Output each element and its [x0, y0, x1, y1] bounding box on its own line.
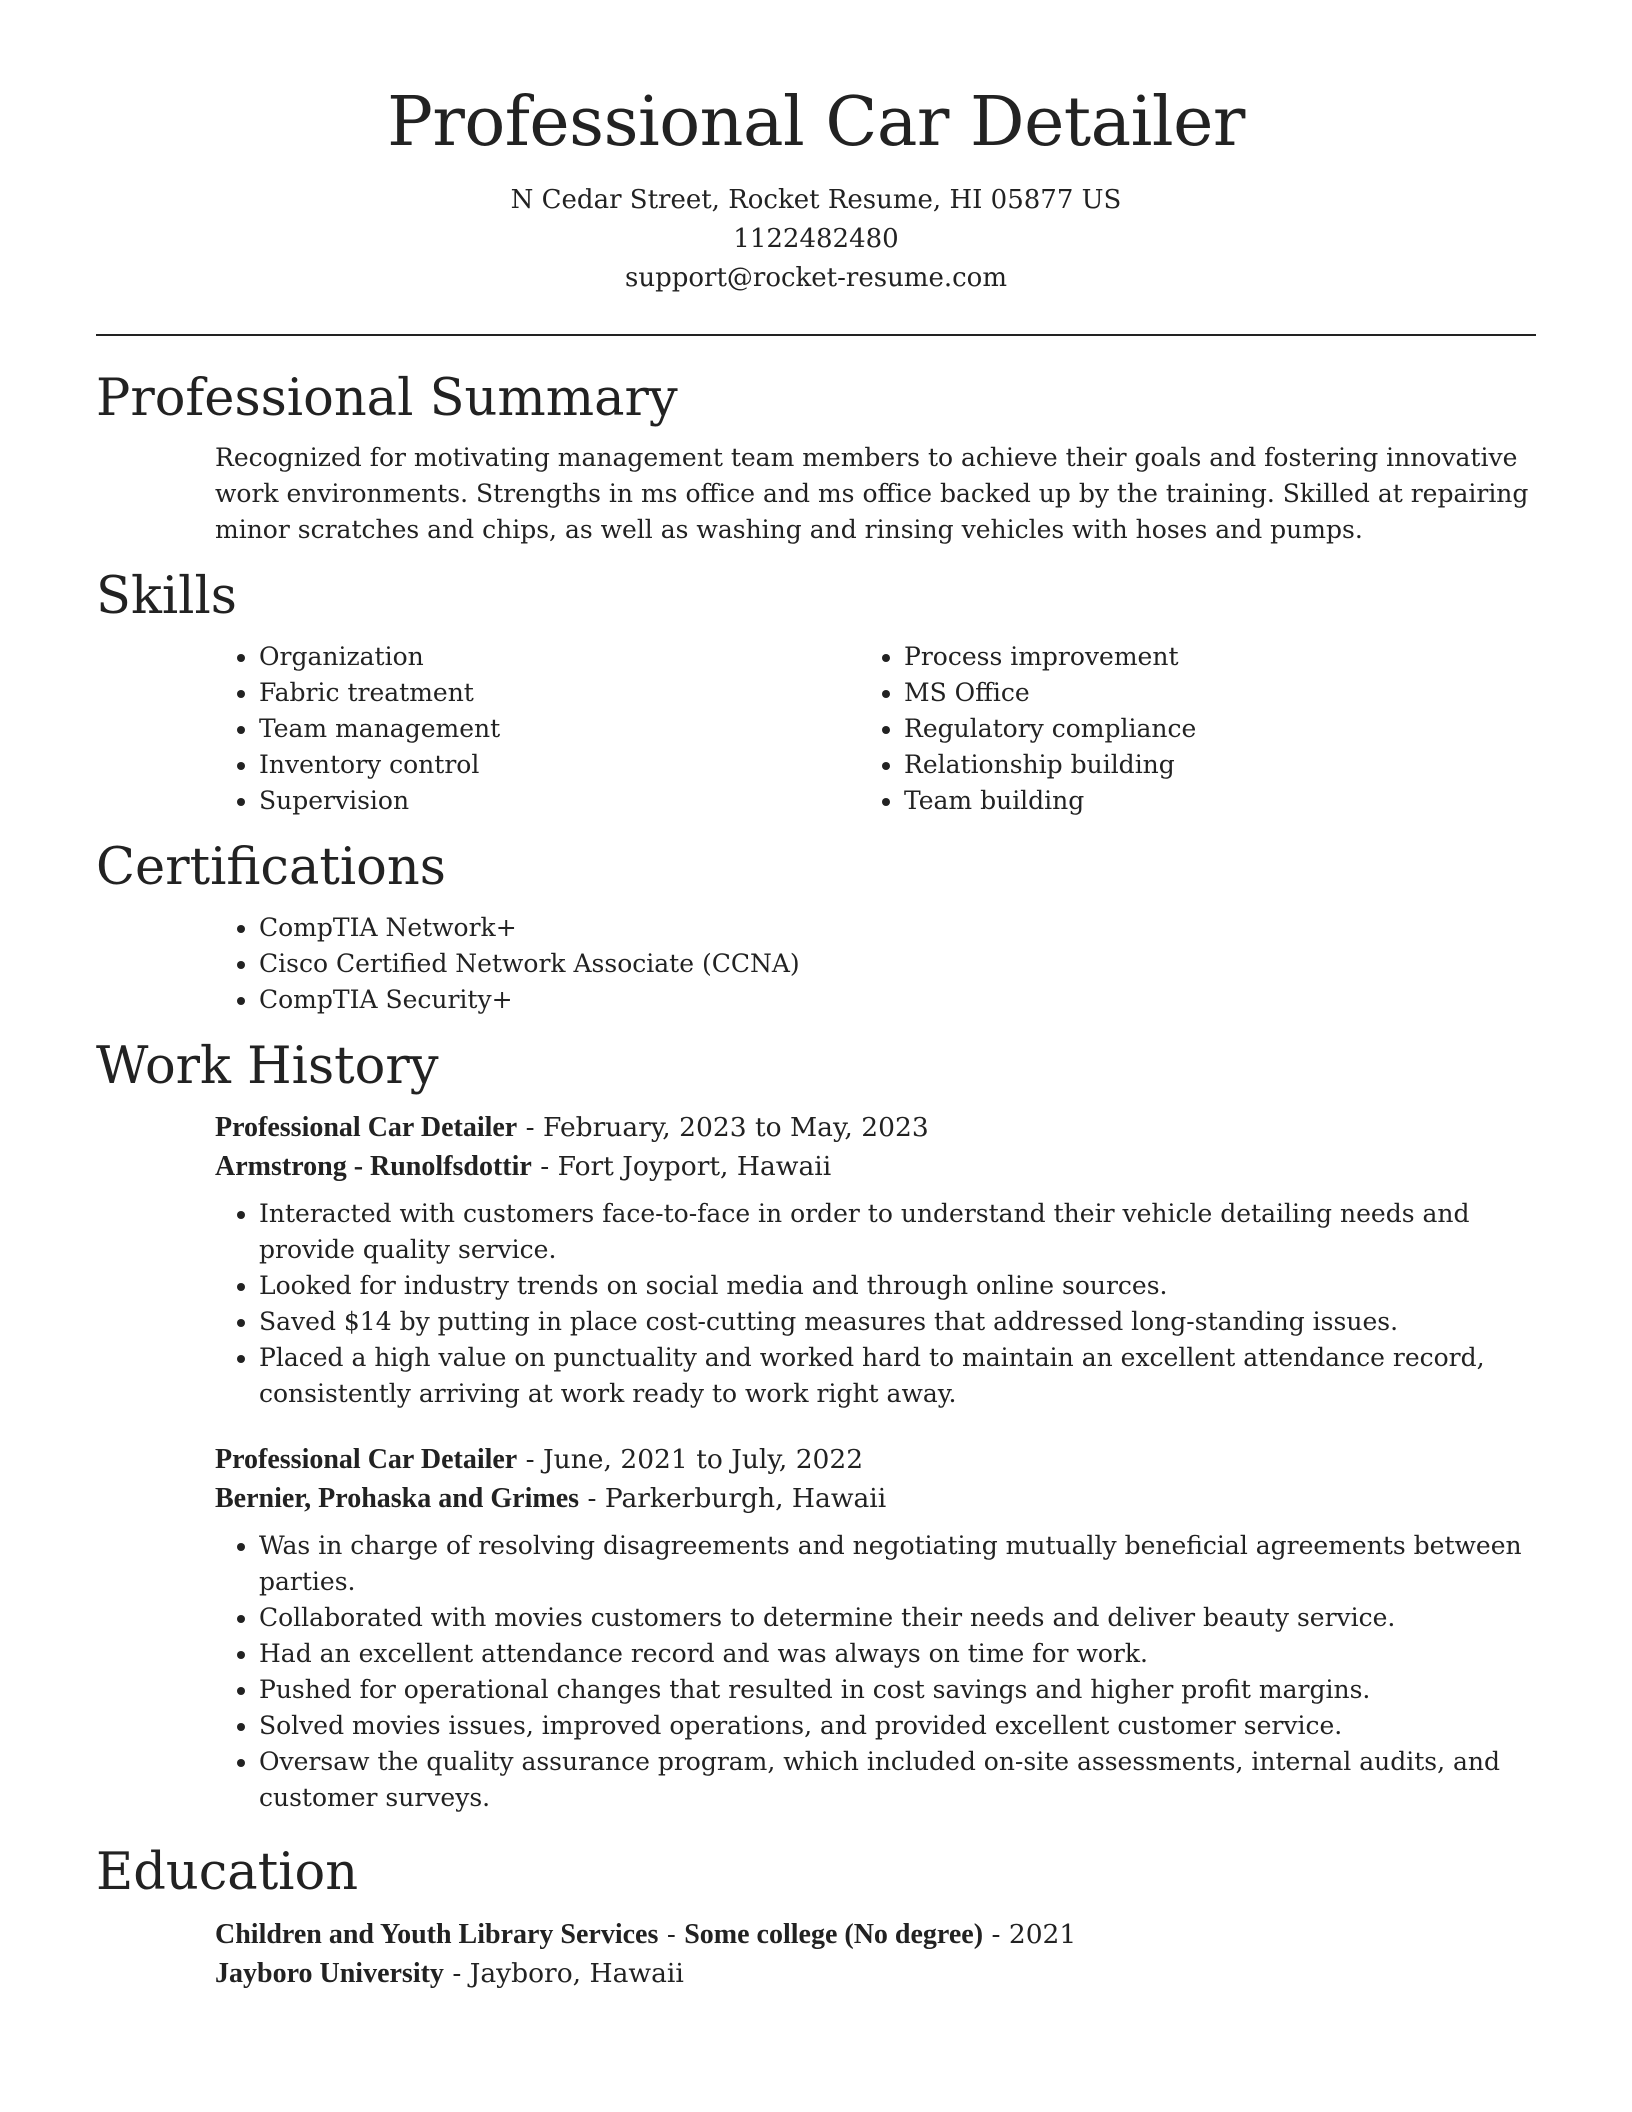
education-title: Education — [96, 1843, 359, 1903]
job-role: Professional Car Detailer — [215, 1444, 518, 1476]
job-company-line — [215, 1147, 1536, 1186]
job-bullet: • Was in charge of resolving disagreements and negotiating mutually beneficial agreements between parties. — [259, 1528, 1536, 1600]
skill-item: • Organization — [259, 639, 860, 675]
separator: - — [531, 1151, 558, 1183]
job-bullets — [215, 1528, 1536, 1816]
job-bullet: • Collaborated with movies customers to determine their needs and deliver beauty service. — [259, 1600, 1536, 1636]
job-title-line — [215, 1440, 1536, 1479]
skills-title: Skills — [96, 567, 237, 627]
job-company: Armstrong - Runolfsdottir — [215, 1151, 532, 1183]
candidate-name: Professional Car Detailer — [387, 83, 1245, 162]
certifications-section — [96, 839, 1536, 1018]
job-location: Fort Joyport, Hawaii — [557, 1151, 832, 1183]
summary-section — [96, 370, 1536, 549]
skill-item: • MS Office — [904, 675, 1505, 711]
skill-item: • Relationship building — [904, 747, 1505, 783]
separator: - — [517, 1444, 544, 1476]
skills-section — [96, 568, 1536, 819]
education-degree: Some college (No degree) — [684, 1919, 984, 1950]
job-bullet: • Placed a high value on punctuality and worked hard to maintain an excellent attendance record, consistently arriving at work ready to work right away. — [259, 1340, 1536, 1412]
certifications-list — [215, 910, 1536, 1018]
education-section — [96, 1844, 1536, 1993]
certification-item: • CompTIA Security+ — [259, 982, 1536, 1018]
skill-item: • Regulatory compliance — [904, 711, 1505, 747]
certification-item: • Cisco Certified Network Associate (CCNA) — [259, 946, 1536, 982]
education-degree-line — [215, 1915, 1536, 1954]
skill-item: • Fabric treatment — [259, 675, 860, 711]
job-entry — [96, 1440, 1536, 1816]
job-company: Bernier, Prohaska and Grimes — [215, 1483, 580, 1515]
skill-item: • Supervision — [259, 783, 860, 819]
job-bullet: • Had an excellent attendance record and was always on time for work. — [259, 1636, 1536, 1672]
job-bullet: • Oversaw the quality assurance program, which included on-site assessments, internal audits, and customer surveys. — [259, 1744, 1536, 1816]
job-role: Professional Car Detailer — [215, 1112, 518, 1144]
skills-list-right — [860, 639, 1505, 819]
skill-item: • Team building — [904, 783, 1505, 819]
education-school: Jayboro University — [215, 1958, 444, 1989]
job-dates: June, 2021 to July, 2022 — [543, 1444, 864, 1476]
education-field: Children and Youth Library Services — [215, 1919, 659, 1950]
job-bullet: • Pushed for operational changes that resulted in cost savings and higher profit margins. — [259, 1672, 1536, 1708]
certification-item: • CompTIA Network+ — [259, 910, 1536, 946]
separator: - — [579, 1483, 605, 1515]
job-entry — [96, 1108, 1536, 1412]
separator: - — [443, 1958, 470, 1989]
job-bullet: • Looked for industry trends on social media and through online sources. — [259, 1268, 1536, 1304]
separator: - — [983, 1919, 1009, 1950]
contact-email: support@rocket-resume.com — [624, 262, 1007, 293]
certifications-title: Certifications — [96, 838, 446, 898]
job-dates: February, 2023 to May, 2023 — [543, 1112, 929, 1144]
skills-list-left — [215, 639, 860, 819]
contact-address: N Cedar Street, Rocket Resume, HI 05877 US — [510, 184, 1122, 215]
education-school-line — [215, 1954, 1536, 1993]
education-year: 2021 — [1008, 1919, 1077, 1950]
header-divider — [96, 334, 1536, 336]
separator: - — [517, 1112, 544, 1144]
skill-item: • Inventory control — [259, 747, 860, 783]
skill-item: • Process improvement — [904, 639, 1505, 675]
summary-title: Professional Summary — [96, 368, 678, 428]
job-title-line — [215, 1108, 1536, 1147]
summary-text: Recognized for motivating management team members to achieve their goals and fostering innovative work environments. Strengths in ms office and ms office backed up by the training. Skilled at repairing minor scratches and chips, as well as washing and rinsing vehicles with hoses and pumps. — [215, 443, 1529, 545]
job-bullet: • Interacted with customers face-to-face in order to understand their vehicle detailing needs and provide quality service. — [259, 1196, 1536, 1268]
work-history-section — [96, 1038, 1536, 1817]
job-bullets — [215, 1196, 1536, 1412]
skill-item: • Team management — [259, 711, 860, 747]
contact-phone: 1122482480 — [733, 223, 899, 254]
resume-header — [96, 0, 1536, 298]
separator: - — [658, 1919, 685, 1950]
job-location: Parkerburgh, Hawaii — [604, 1483, 887, 1515]
education-location: Jayboro, Hawaii — [469, 1958, 684, 1989]
job-bullet: • Saved $14 by putting in place cost-cutting measures that addressed long-standing issues. — [259, 1304, 1536, 1340]
job-bullet: • Solved movies issues, improved operations, and provided excellent customer service. — [259, 1708, 1536, 1744]
work-history-title: Work History — [96, 1036, 439, 1096]
job-company-line — [215, 1479, 1536, 1518]
